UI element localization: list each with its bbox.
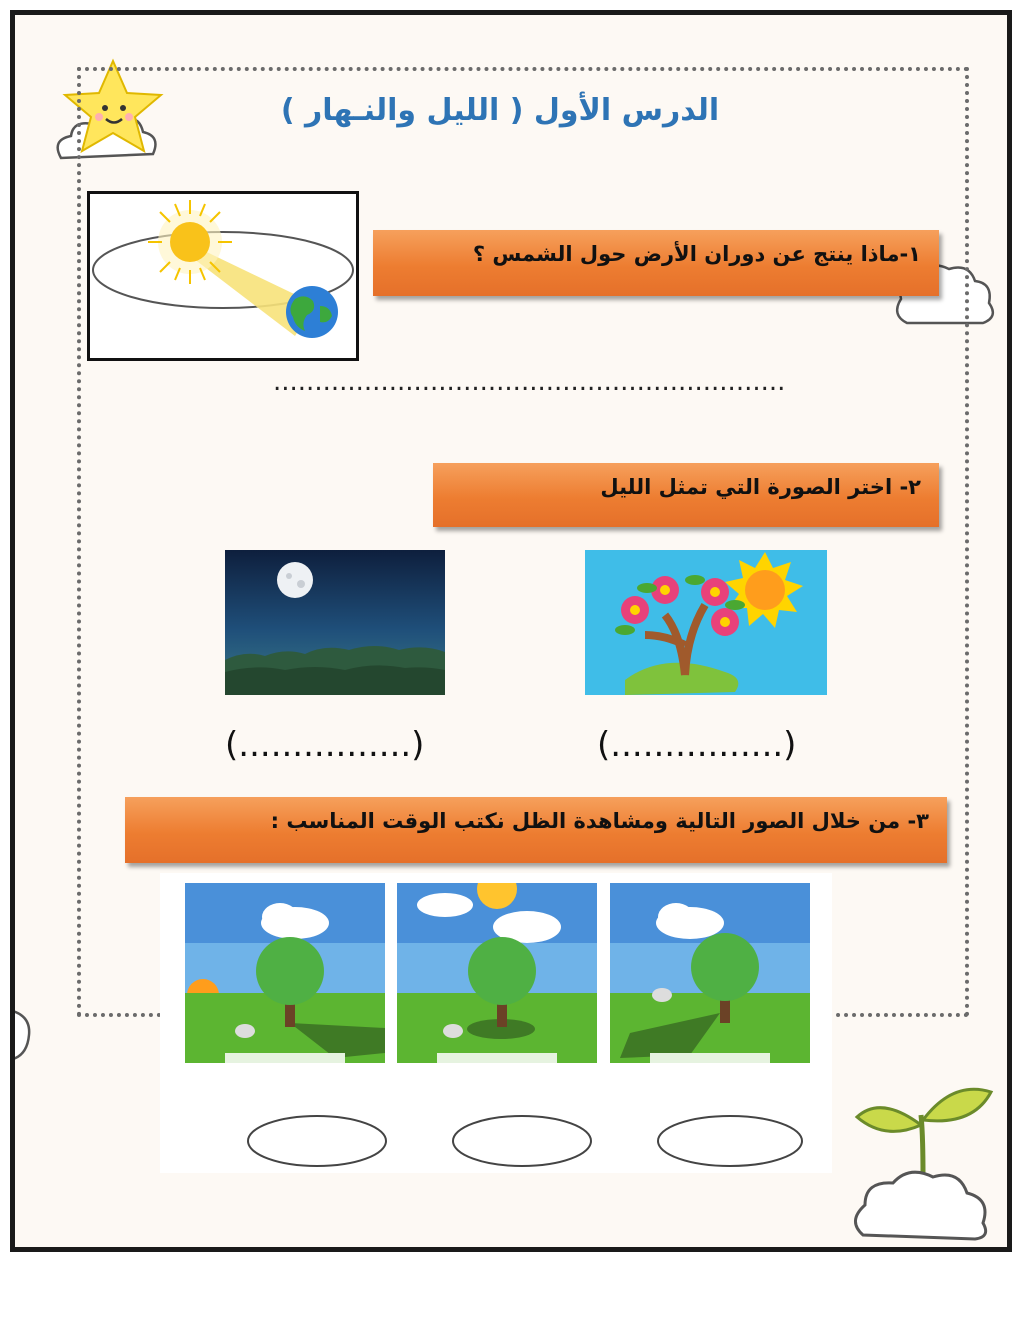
question-2: ٢- اختر الصورة التي تمثل الليل bbox=[433, 463, 939, 527]
scene-morning[interactable] bbox=[610, 883, 810, 1063]
tree-icon bbox=[691, 933, 759, 1001]
question-1: ١-ماذا ينتج عن دوران الأرض حول الشمس ؟ bbox=[373, 230, 939, 296]
scene-noon[interactable] bbox=[397, 883, 597, 1063]
sun-icon bbox=[148, 200, 232, 284]
night-image[interactable] bbox=[225, 550, 445, 695]
lesson-title: الدرس الأول ( الليل والنـهار ) bbox=[280, 93, 720, 128]
tree-icon bbox=[256, 937, 324, 1005]
rabbit-icon bbox=[235, 1024, 255, 1038]
scene-afternoon[interactable] bbox=[185, 883, 385, 1063]
moon-icon bbox=[277, 562, 313, 598]
tree-icon bbox=[468, 937, 536, 1005]
answer-oval-3[interactable] bbox=[655, 1113, 805, 1169]
cloud-icon bbox=[10, 1005, 39, 1065]
day-answer-blank[interactable]: (................) bbox=[597, 725, 797, 765]
sprout-icon bbox=[843, 1065, 1012, 1245]
answer-line-1[interactable]: .............................................................. bbox=[273, 367, 786, 397]
shadow-scenes bbox=[160, 873, 832, 1173]
question-3: ٣- من خلال الصور التالية ومشاهدة الظل نكتب الوقت المناسب : bbox=[125, 797, 947, 863]
rabbit-icon bbox=[443, 1024, 463, 1038]
orbit-image bbox=[87, 191, 359, 361]
day-image[interactable] bbox=[585, 550, 827, 695]
night-answer-blank[interactable]: (................) bbox=[225, 725, 425, 765]
rabbit-icon bbox=[652, 988, 672, 1002]
earth-icon bbox=[286, 286, 338, 338]
answer-oval-2[interactable] bbox=[450, 1113, 595, 1169]
worksheet-page bbox=[10, 10, 1012, 1252]
answer-oval-1[interactable] bbox=[245, 1113, 390, 1169]
